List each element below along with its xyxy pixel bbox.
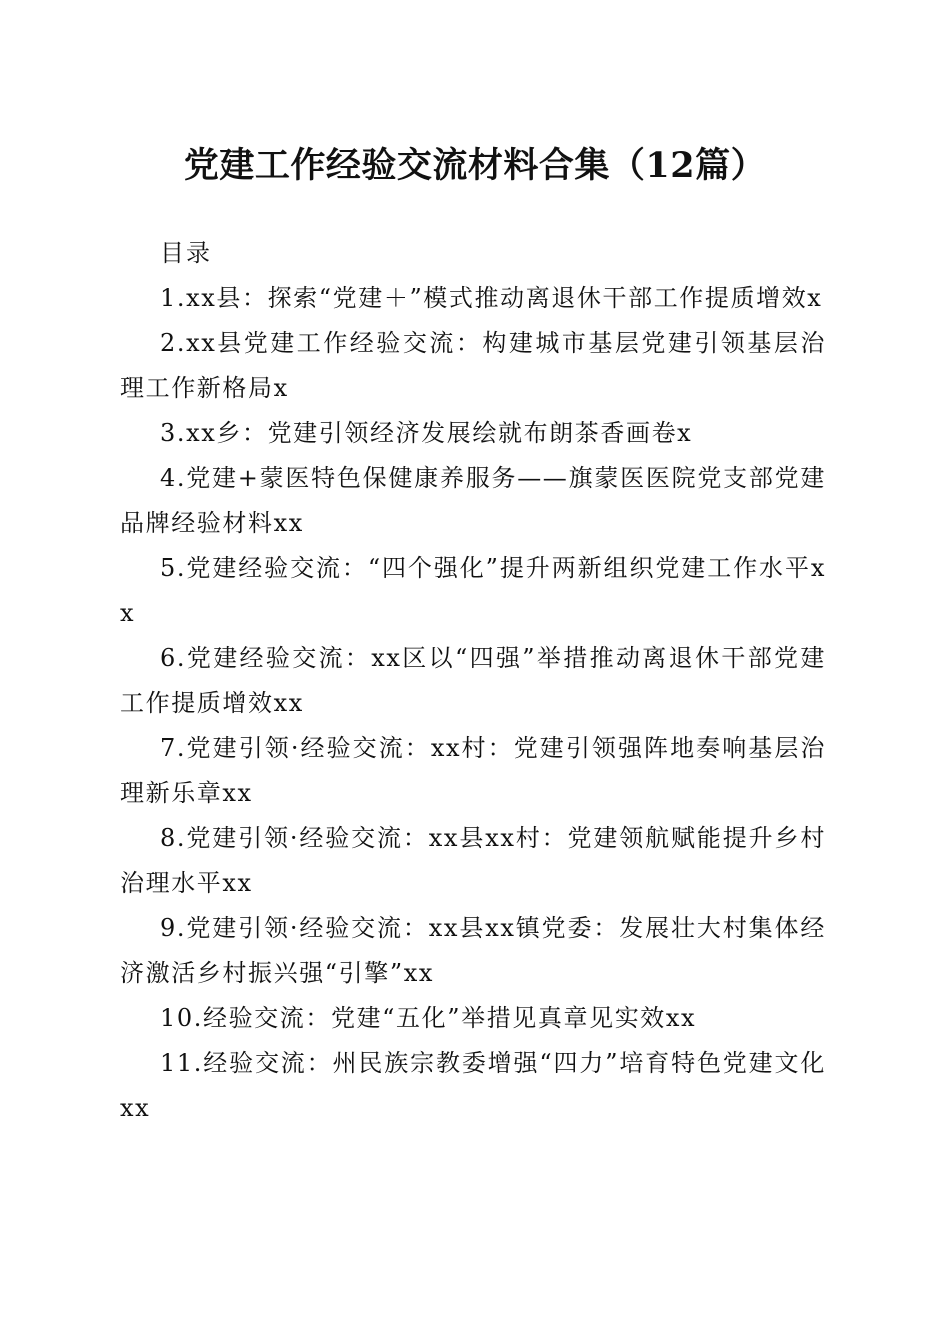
toc-item-2: 2.xx县党建工作经验交流：构建城市基层党建引领基层治理工作新格局x	[120, 329, 826, 402]
document-title: 党建工作经验交流材料合集（12篇）	[183, 145, 767, 186]
table-of-contents	[120, 231, 826, 1131]
toc-item-10: 10.经验交流：党建“五化”举措见真章见实效xx	[160, 1004, 697, 1032]
toc-item-9: 9.党建引领·经验交流：xx县xx镇党委：发展壮大村集体经济激活乡村振兴强“引擎”xx	[120, 914, 826, 987]
toc-item-4: 4.党建+蒙医特色保健康养服务——旗蒙医医院党支部党建品牌经验材料xx	[120, 464, 826, 537]
toc-item-7: 7.党建引领·经验交流：xx村：党建引领强阵地奏响基层治理新乐章xx	[120, 734, 826, 807]
toc-item-1: 1.xx县：探索“党建＋”模式推动离退休干部工作提质增效x	[160, 284, 823, 312]
toc-item-3: 3.xx乡：党建引领经济发展绘就布朗茶香画卷x	[160, 419, 693, 447]
toc-item-11: 11.经验交流：州民族宗教委增强“四力”培育特色党建文化xx	[120, 1049, 826, 1122]
toc-label: 目录	[160, 239, 212, 267]
toc-item-5: 5.党建经验交流：“四个强化”提升两新组织党建工作水平xx	[120, 554, 826, 627]
toc-item-8: 8.党建引领·经验交流：xx县xx村：党建领航赋能提升乡村治理水平xx	[120, 824, 826, 897]
toc-item-6: 6.党建经验交流：xx区以“四强”举措推动离退休干部党建工作提质增效xx	[120, 644, 826, 717]
